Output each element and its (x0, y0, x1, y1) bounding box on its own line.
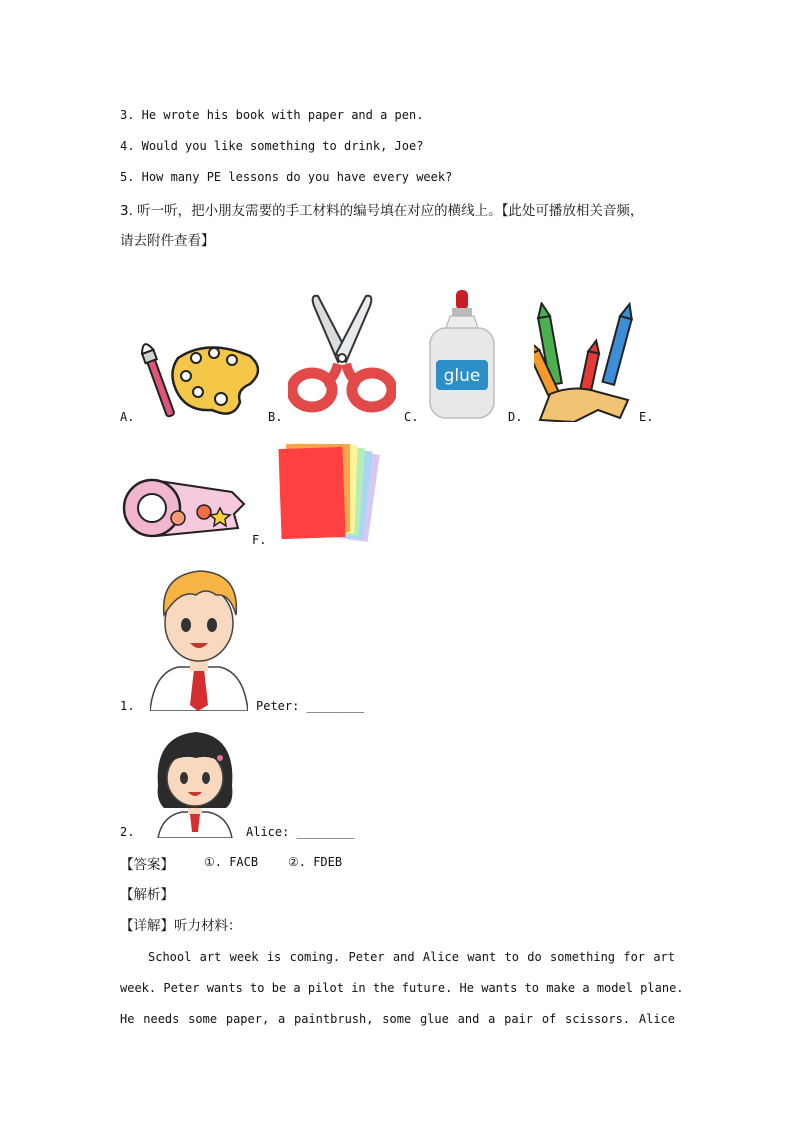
passage-line-3: He needs some paper, a paintbrush, some glue and a pair of scissors. Alice (120, 1012, 675, 1026)
scissors-icon (288, 292, 396, 414)
answer-tag: 【答案】 (120, 857, 174, 873)
kid-2-answer-blank[interactable]: Alice: ________ (246, 825, 355, 839)
glue-label-text: glue (443, 366, 481, 386)
kid-2-number: 2. (120, 825, 135, 839)
glue-bottle-icon (426, 288, 498, 420)
passage-line-2: week. Peter wants to be a pilot in the future. He wants to make a model plane. (120, 981, 684, 995)
sentence-5: 5. How many PE lessons do you have every week? (120, 170, 453, 184)
option-a-label: A. (120, 410, 135, 424)
detail-tag: 【详解】听力材料： (120, 918, 242, 934)
answer-2: ②. FDEB (288, 855, 343, 869)
colored-paper-icon (272, 438, 382, 546)
option-e-label: E. (639, 410, 654, 424)
boy-peter-illustration (150, 565, 248, 711)
paint-palette-icon (138, 340, 264, 420)
question-line-1: 3. 听一听，把小朋友需要的手工材料的编号填在对应的横线上。【此处可播放相关音频， (120, 203, 644, 219)
answer-1: ①. FACB (204, 855, 259, 869)
question-line-2: 请去附件查看】 (120, 233, 215, 249)
analysis-tag: 【解析】 (120, 887, 174, 903)
tape-roll-icon (122, 474, 246, 544)
kid-1-answer-blank[interactable]: Peter: ________ (256, 699, 365, 713)
option-f-label: F. (252, 533, 267, 547)
option-c-label: C. (404, 410, 419, 424)
option-d-label: D. (508, 410, 523, 424)
sentence-4: 4. Would you like something to drink, Joe? (120, 139, 424, 153)
crayons-icon (534, 302, 634, 422)
sentence-3: 3. He wrote his book with paper and a pen. (120, 108, 424, 122)
option-b-label: B. (268, 410, 283, 424)
kid-1-number: 1. (120, 699, 135, 713)
passage-line-1: School art week is coming. Peter and Alice want to do something for art (148, 950, 675, 964)
girl-alice-illustration (152, 728, 238, 838)
